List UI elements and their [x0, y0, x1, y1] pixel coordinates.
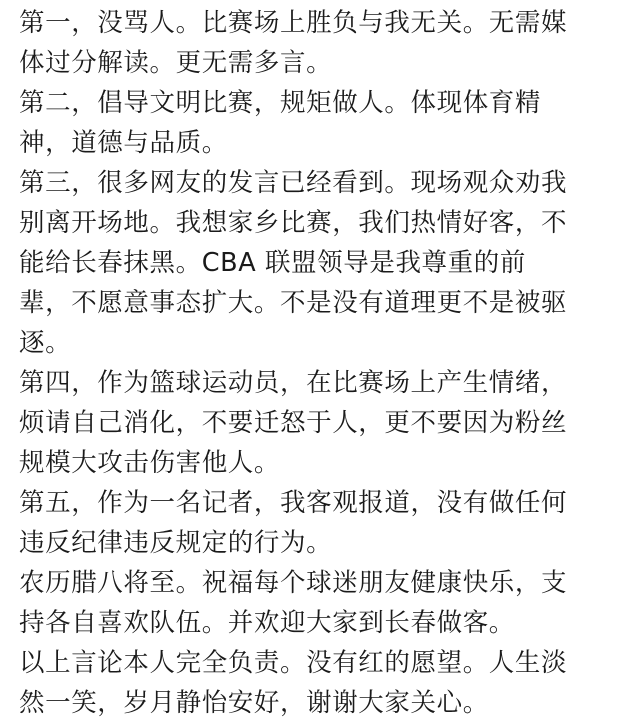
- text-line: 第四，作为篮球运动员，在比赛场上产生情绪，: [19, 368, 568, 398]
- text-line: 农历腊八将至。祝福每个球迷朋友健康快乐，支: [19, 568, 568, 598]
- text-line: 能给长春抹黑。CBA 联盟领导是我尊重的前: [19, 248, 526, 278]
- text-line: 别离开场地。我想家乡比赛，我们热情好客，不: [19, 208, 568, 238]
- text-line: 辈，不愿意事态扩大。不是没有道理更不是被驱: [19, 288, 568, 318]
- text-line: 第五，作为一名记者，我客观报道，没有做任何: [19, 488, 568, 518]
- text-line: 神，道德与品质。: [19, 128, 228, 158]
- text-line: 逐。: [19, 328, 72, 358]
- text-line: 第一，没骂人。比赛场上胜负与我无关。无需媒: [19, 8, 568, 38]
- text-line: 第二，倡导文明比赛，规矩做人。体现体育精: [19, 88, 542, 118]
- text-line: 持各自喜欢队伍。并欢迎大家到长春做客。: [19, 608, 515, 638]
- text-line: 以上言论本人完全负责。没有红的愿望。人生淡: [19, 648, 568, 678]
- text-line: 体过分解读。更无需多言。: [19, 48, 333, 78]
- text-line: 规模大攻击伤害他人。: [19, 448, 281, 478]
- text-line: 第三，很多网友的发言已经看到。现场观众劝我: [19, 168, 568, 198]
- text-line: 然一笑，岁月静怡安好，谢谢大家关心。: [19, 688, 489, 718]
- text-line: 违反纪律违反规定的行为。: [19, 528, 333, 558]
- statement-text: [19, 3, 640, 723]
- text-line: 烦请自己消化，不要迁怒于人，更不要因为粉丝: [19, 408, 568, 438]
